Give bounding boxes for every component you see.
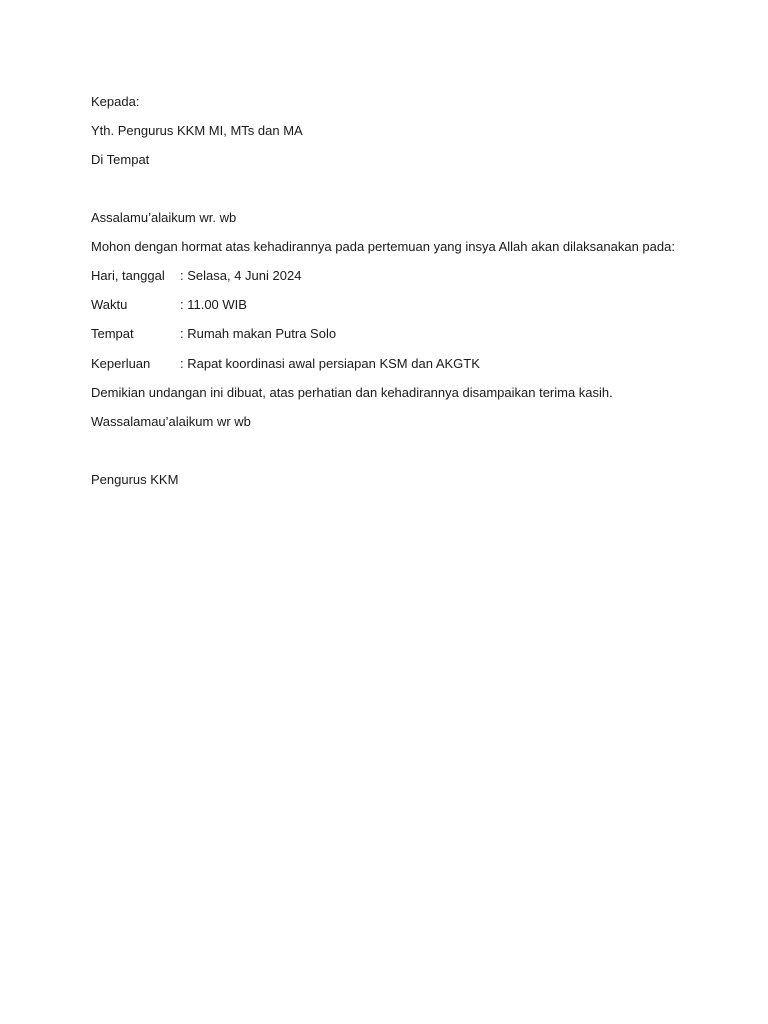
- detail-label-purpose: Keperluan: [91, 356, 151, 371]
- detail-value-place: : Rumah makan Putra Solo: [180, 326, 337, 341]
- opening-greeting: Assalamu’alaikum wr. wb: [91, 210, 237, 225]
- signature: Pengurus KKM: [91, 472, 179, 487]
- to-label: Kepada:: [91, 94, 140, 109]
- detail-value-time: : 11.00 WIB: [180, 297, 247, 312]
- detail-value-purpose: : Rapat koordinasi awal persiapan KSM dan AKGTK: [180, 356, 480, 371]
- detail-label-time: Waktu: [91, 297, 128, 312]
- closing-paragraph: Demikian undangan ini dibuat, atas perhatian dan kehadirannya disampaikan terima kasih.: [91, 385, 613, 400]
- detail-label-date: Hari, tanggal: [91, 268, 165, 283]
- recipient-location: Di Tempat: [91, 152, 150, 167]
- recipient: Yth. Pengurus KKM MI, MTs dan MA: [91, 123, 303, 138]
- intro-paragraph: Mohon dengan hormat atas kehadirannya pada pertemuan yang insya Allah akan dilaksanakan pada:: [91, 239, 675, 254]
- detail-value-date: : Selasa, 4 Juni 2024: [180, 268, 302, 283]
- closing-greeting: Wassalamau’alaikum wr wb: [91, 414, 251, 429]
- detail-label-place: Tempat: [91, 326, 134, 341]
